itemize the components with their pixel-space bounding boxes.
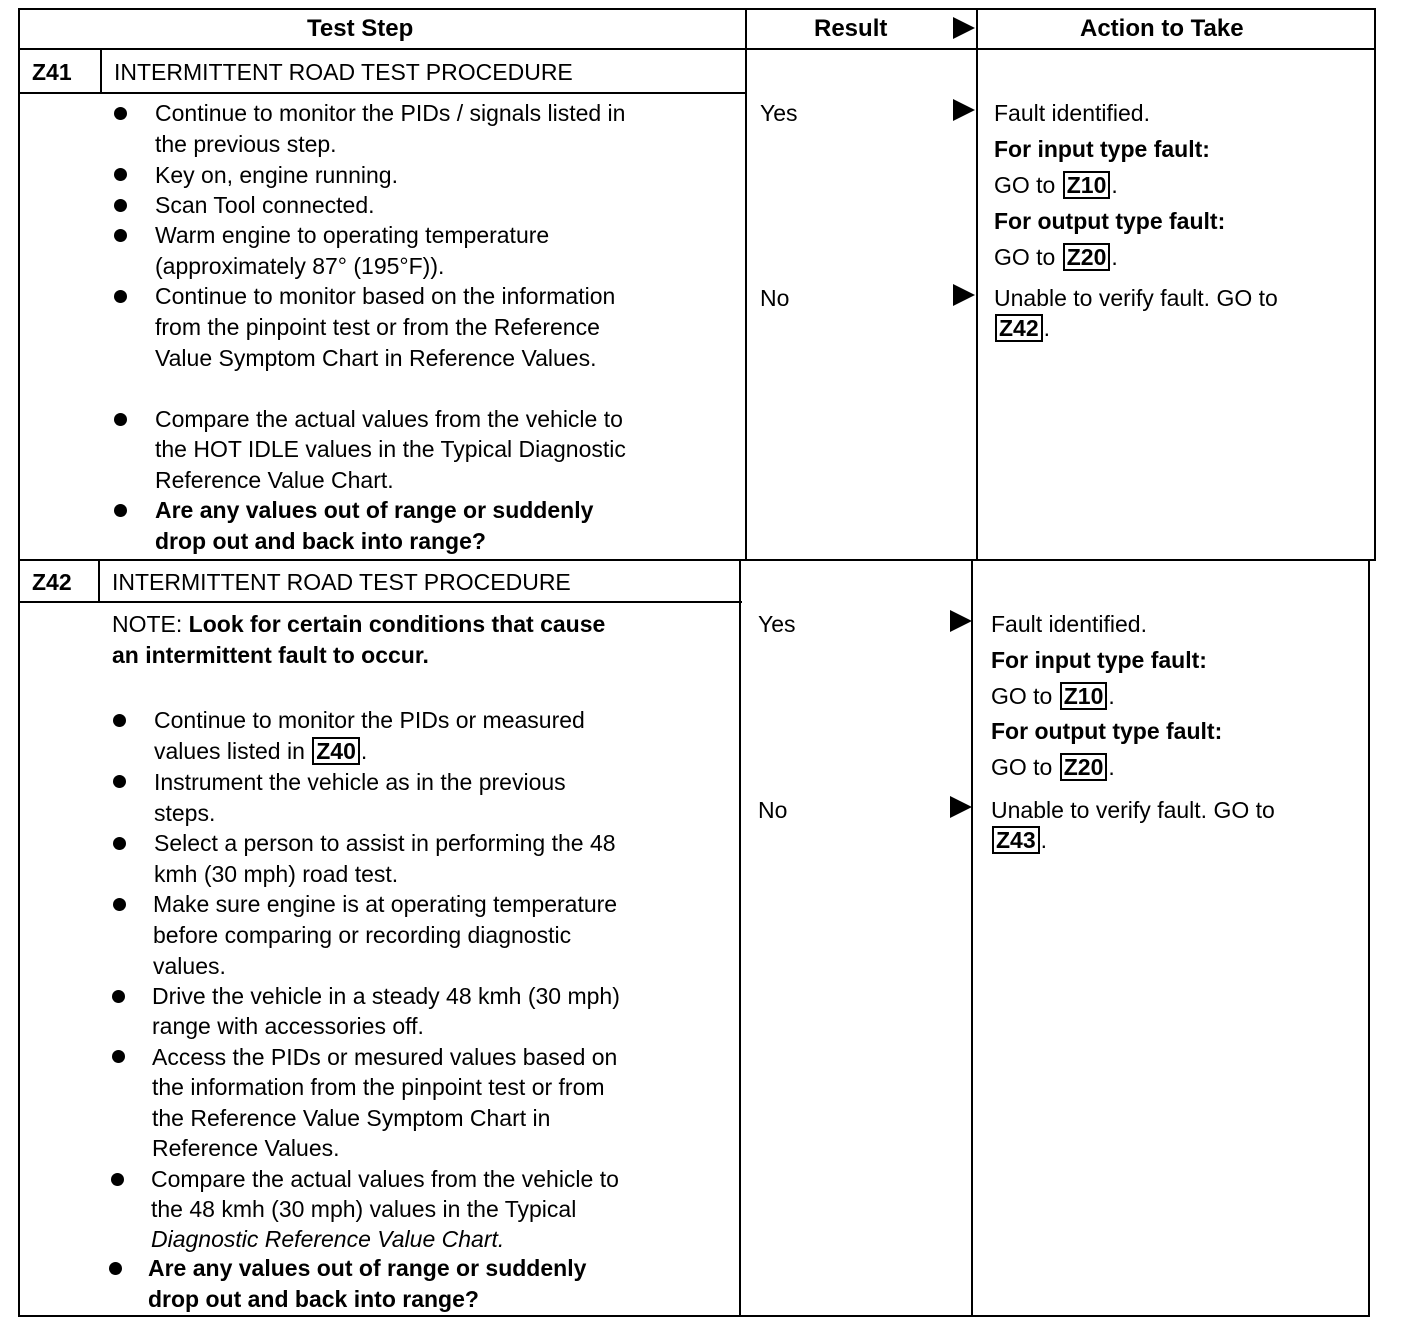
z42-action-fault-identified: Fault identified. [991, 611, 1147, 637]
bullet-icon [112, 1050, 125, 1063]
z42-ref-z20[interactable]: Z20 [1060, 753, 1108, 781]
header-action: Action to Take [1080, 15, 1244, 42]
header-test-step: Test Step [307, 15, 414, 42]
z41-bullet-5-line-1: Continue to monitor based on the information [155, 283, 616, 309]
z42-result-no: No [758, 797, 788, 823]
z42-action-input-label: For input type fault: [991, 647, 1207, 673]
z42-bullet-6-line-3: the Reference Value Symptom Chart in [152, 1105, 551, 1131]
z42-yes-arrow-icon [950, 610, 972, 632]
z42-action-output-label: For output type fault: [991, 718, 1223, 744]
z42-id-divider [98, 559, 100, 603]
z42-bullet-6-line-4: Reference Values. [152, 1135, 340, 1161]
step-result-divider-lower [739, 559, 741, 1317]
z41-bullet-1-line-2: the previous step. [155, 131, 337, 157]
z41-no-arrow-icon [953, 284, 975, 306]
z42-action-input-goto [991, 681, 1115, 711]
z42-bullet-7-line-3: Diagnostic Reference Value Chart. [151, 1226, 505, 1252]
note-prefix: NOTE: [112, 611, 183, 637]
bullet-icon [114, 107, 127, 120]
goto-text: GO to [991, 754, 1053, 780]
z42-bullet-4-line-3: values. [153, 953, 226, 979]
z41-result-yes: Yes [760, 100, 798, 126]
header-arrow-icon [953, 17, 975, 39]
bullet-icon [113, 714, 126, 727]
goto-text: GO to [994, 172, 1056, 198]
z42-bullet-6-line-1: Access the PIDs or mesured values based on [152, 1044, 618, 1070]
z41-bullet-7-line-2: drop out and back into range? [155, 528, 486, 554]
note-text: Look for certain conditions that cause [188, 611, 606, 637]
z41-bullet-3: Scan Tool connected. [155, 192, 375, 218]
z41-bullet-5-line-2: from the pinpoint test or from the Reference [155, 314, 600, 340]
z42-action-unable-ref-line [991, 825, 1047, 855]
table-right-border-lower [1368, 559, 1370, 1317]
z42-title: INTERMITTENT ROAD TEST PROCEDURE [112, 569, 571, 595]
z41-bullet-4-line-1: Warm engine to operating temperature [155, 222, 550, 248]
period: . [1043, 315, 1051, 341]
z41-bullet-2: Key on, engine running. [155, 162, 398, 188]
z41-action-unable-ref-line [994, 313, 1050, 343]
period: . [360, 738, 368, 764]
bullet-icon [112, 990, 125, 1003]
z42-bullet-6-line-2: the information from the pinpoint test or from [152, 1074, 605, 1100]
bullet-icon [114, 504, 127, 517]
z41-action-fault-identified: Fault identified. [994, 100, 1150, 126]
z41-ref-z10[interactable]: Z10 [1063, 171, 1111, 199]
table-left-border [18, 8, 20, 1317]
z42-title-bottom-border [18, 601, 742, 603]
z41-title-bottom-border [18, 92, 746, 94]
result-action-divider-lower [971, 559, 973, 1317]
z42-bullet-7-line-1: Compare the actual values from the vehicle to [151, 1166, 619, 1192]
period: . [1108, 754, 1115, 780]
header-bottom-border [18, 48, 1376, 50]
bullet-icon [114, 290, 127, 303]
z41-id-divider [100, 48, 102, 94]
z41-action-input-label: For input type fault: [994, 136, 1210, 162]
z42-bullet-3-line-1: Select a person to assist in performing the 48 [154, 830, 616, 856]
z41-action-unable: Unable to verify fault. GO to [994, 285, 1278, 311]
z42-ref-z10[interactable]: Z10 [1060, 682, 1108, 710]
z42-bullet-5-line-2: range with accessories off. [152, 1013, 424, 1039]
bullet-icon [114, 229, 127, 242]
z41-bullet-5-line-3: Value Symptom Chart in Reference Values. [155, 345, 597, 371]
z42-bullet-8-line-2: drop out and back into range? [148, 1286, 479, 1312]
table-bottom-border [18, 1315, 1370, 1317]
z41-action-input-goto [994, 170, 1118, 200]
z41-title: INTERMITTENT ROAD TEST PROCEDURE [114, 59, 573, 85]
z41-bullet-6-line-3: Reference Value Chart. [155, 467, 394, 493]
period: . [1040, 827, 1048, 853]
z41-ref-z42[interactable]: Z42 [995, 314, 1043, 342]
z42-bullet-2-line-2: steps. [154, 800, 216, 826]
bullet-icon [114, 199, 127, 212]
z42-step-id: Z42 [32, 569, 72, 595]
bullet-icon [113, 837, 126, 850]
z42-bullet-2-line-1: Instrument the vehicle as in the previous [154, 769, 566, 795]
bullet-text: values listed in [154, 738, 305, 764]
z41-bottom-border [18, 559, 1374, 561]
z42-result-yes: Yes [758, 611, 796, 637]
bullet-icon [113, 898, 126, 911]
goto-text: GO to [994, 244, 1056, 270]
z42-bullet-7-line-2: the 48 kmh (30 mph) values in the Typical [151, 1196, 577, 1222]
bullet-icon [114, 413, 127, 426]
header-result: Result [814, 15, 888, 42]
step-result-divider [745, 8, 747, 561]
z42-action-output-goto [991, 752, 1115, 782]
z41-bullet-7-line-1: Are any values out of range or suddenly [155, 497, 594, 523]
result-action-divider [976, 8, 978, 561]
z41-action-output-label: For output type fault: [994, 208, 1226, 234]
table-top-border [18, 8, 1376, 10]
z42-bullet-5-line-1: Drive the vehicle in a steady 48 kmh (30 mph) [152, 983, 620, 1009]
z41-result-no: No [760, 285, 790, 311]
z42-no-arrow-icon [950, 796, 972, 818]
z42-bullet-8-line-1: Are any values out of range or suddenly [148, 1255, 587, 1281]
bullet-icon [111, 1173, 124, 1186]
z42-note-line-2: an intermittent fault to occur. [112, 642, 429, 668]
goto-text: GO to [991, 683, 1053, 709]
z41-ref-z20[interactable]: Z20 [1063, 243, 1111, 271]
bullet-icon [113, 775, 126, 788]
z41-bullet-6-line-2: the HOT IDLE values in the Typical Diagnostic [155, 436, 626, 462]
bullet-icon [114, 168, 127, 181]
z42-bullet-1-line-2 [154, 736, 367, 766]
z42-bullet-1-line-1: Continue to monitor the PIDs or measured [154, 707, 585, 733]
z41-yes-arrow-icon [953, 99, 975, 121]
table-right-border [1374, 8, 1376, 561]
bullet-icon [109, 1262, 122, 1275]
z41-step-id: Z41 [32, 59, 72, 85]
z41-bullet-4-line-2: (approximately 87° (195°F)). [155, 253, 445, 279]
z42-bullet-4-line-2: before comparing or recording diagnostic [153, 922, 572, 948]
period: . [1111, 172, 1118, 198]
z42-note-line-1 [112, 609, 605, 639]
period: . [1108, 683, 1115, 709]
z41-bullet-1-line-1: Continue to monitor the PIDs / signals listed in [155, 100, 626, 126]
period: . [1111, 244, 1118, 270]
z42-ref-z43[interactable]: Z43 [992, 826, 1040, 854]
z41-bullet-6-line-1: Compare the actual values from the vehicle to [155, 406, 623, 432]
z42-ref-z40[interactable]: Z40 [312, 737, 360, 765]
z41-action-output-goto [994, 242, 1118, 272]
z42-bullet-4-line-1: Make sure engine is at operating temperature [153, 891, 618, 917]
z42-bullet-3-line-2: kmh (30 mph) road test. [154, 861, 399, 887]
z42-action-unable: Unable to verify fault. GO to [991, 797, 1275, 823]
